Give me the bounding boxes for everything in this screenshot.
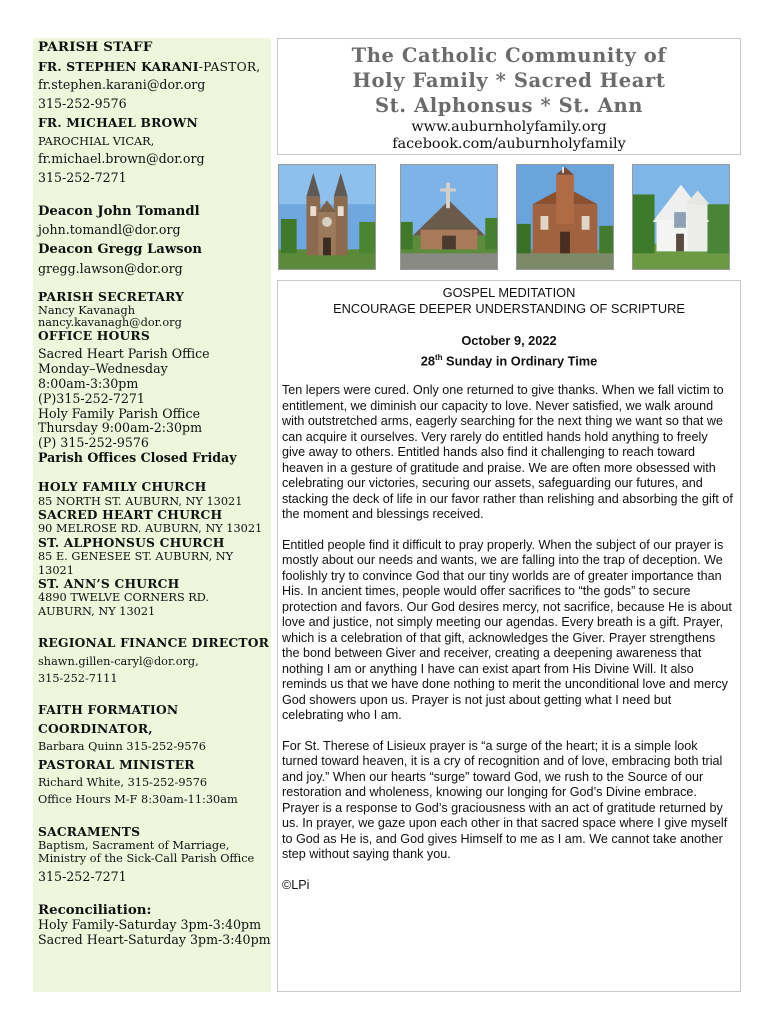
pastoral-person: Richard White, 315-252-9576 (38, 776, 208, 789)
pastoral-heading: PASTORAL MINISTER (38, 756, 195, 772)
deacon1-email[interactable]: john.tomandl@dor.org (38, 222, 181, 238)
vicar-phone: 315-252-7271 (38, 169, 127, 185)
article-heading-1: GOSPEL MEDITATION (442, 285, 576, 300)
office-line: Thursday 9:00am-2:30pm (38, 420, 203, 436)
finance-heading: REGIONAL FINANCE DIRECTOR (38, 635, 270, 651)
church-name: SACRED HEART CHURCH (38, 506, 223, 522)
office-line: (P) 315-252-9576 (38, 435, 149, 451)
church-white-gothic-photo (632, 164, 730, 270)
pastor-line (38, 60, 271, 75)
article-sunday (278, 350, 740, 369)
vicar-role: PAROCHIAL VICAR, (38, 134, 155, 148)
header-box (277, 38, 741, 155)
title-line-3: St. Alphonsus * St. Ann (374, 94, 644, 117)
pastor-role: -PASTOR, (198, 59, 261, 74)
sunday-number: 28 (420, 353, 435, 369)
reconciliation-heading: Reconciliation: (38, 901, 152, 918)
faith-heading-2: COORDINATOR, (38, 720, 153, 736)
pastor-phone: 315-252-9576 (38, 96, 127, 112)
vicar-name: FR. MICHAEL BROWN (38, 115, 198, 131)
faith-heading-1: FAITH FORMATION (38, 702, 179, 718)
office-hours-list (38, 347, 271, 466)
sacraments-line1: Baptism, Sacrament of Marriage, (38, 839, 230, 853)
reconciliation-line1: Holy Family-Saturday 3pm-3:40pm (38, 917, 262, 933)
article-paragraph: For St. Therese of Lisieux prayer is “a surge of the heart; it is a simple look turned toward heaven, it is a cry of recognition and of love, embracing both trial and joy.” When our hearts “surge” toward God, we rush to the Source of our restoration and wholeness, knowing our longing for God’s Divine embrace. Prayer is a response to God’s graciousness with an act of gratitude returned by us. In prayer, we gaze upon each other in that sacred space where I give myself to God as He is, and God gives Himself to me as I am. We cannot take another step without saying thank you. (282, 738, 728, 862)
office-line: Holy Family Parish Office (38, 405, 201, 421)
article-credit: ©LPi (282, 877, 310, 892)
pastor-name: FR. STEPHEN KARANI (38, 58, 199, 74)
sunday-suffix: th (434, 353, 443, 362)
article-date: October 9, 2022 (461, 333, 557, 348)
title-line-2: Holy Family * Sacred Heart (352, 69, 666, 92)
churches-list (38, 480, 271, 618)
facebook-link[interactable]: facebook.com/auburnholyfamily (392, 136, 626, 152)
sidebar (33, 38, 271, 992)
pastor-email[interactable]: fr.stephen.karani@dor.org (38, 77, 206, 93)
church-name: ST. ANN’S CHURCH (38, 575, 180, 591)
sacraments-line2: Ministry of the Sick-Call Parish Office (38, 852, 255, 866)
church-name: HOLY FAMILY CHURCH (38, 479, 207, 495)
parish-staff-heading: PARISH STAFF (38, 39, 153, 55)
secretary-email[interactable]: nancy.kavanagh@dor.org (38, 315, 182, 329)
sacraments-heading: SACRAMENTS (38, 823, 141, 839)
office-line: (P)315-252-7271 (38, 390, 145, 406)
reconciliation-line2: Sacred Heart-Saturday 3pm-3:40pm (38, 932, 271, 948)
office-hours-heading: OFFICE HOURS (38, 327, 150, 343)
gospel-meditation-article (277, 280, 741, 992)
website-link[interactable]: www.auburnholyfamily.org (411, 119, 607, 135)
church-address: 85 E. GENESEE ST. AUBURN, NY 13021 (38, 550, 234, 577)
sacraments-phone: 315-252-7271 (38, 868, 127, 884)
deacon1-name: Deacon John Tomandl (38, 203, 200, 219)
deacon2-name: Deacon Gregg Lawson (38, 242, 202, 258)
sunday-rest: Sunday in Ordinary Time (442, 353, 598, 369)
church-name: ST. ALPHONSUS CHURCH (38, 534, 225, 550)
title-line-1: The Catholic Community of (351, 44, 667, 67)
church-modern-roof-photo (400, 164, 498, 270)
secretary-heading: PARISH SECRETARY (38, 289, 185, 305)
office-line: 8:00am-3:30pm (38, 375, 139, 391)
finance-email[interactable]: shawn.gillen-caryl@dor.org, (38, 654, 199, 668)
church-twin-towers-photo (278, 164, 376, 270)
office-line: Sacred Heart Parish Office (38, 346, 210, 362)
church-photos (278, 164, 742, 272)
finance-phone: 315-252-7111 (38, 671, 118, 685)
church-address-line2: AUBURN, NY 13021 (38, 604, 156, 618)
article-paragraph: Entitled people find it difficult to pray properly. When the subject of our prayer is mostly about our needs and wants, we are falling into the trap of deception. We foolishly try to convince God that our tiny worlds are of greater importance than His. In ancient times, people would offer sacrifices to “the gods” to secure protection and favors. Our God desires mercy, not sacrifice, because He is about love and justice, not simply meeting our agendas. Every breath is a gift. Prayer, which is a celebration of that gift, acknowledges the Giver. Prayer strengthens the bond between Giver and receiver, creating a deepening awareness that nothing I am or anything I have can exist apart from His Divine Will. It also reminds us that we have done nothing to merit the unconditional love and mercy God showers upon us. Prayer is not just about getting what I need but celebrating who I am. (282, 537, 732, 723)
office-line: Monday–Wednesday (38, 361, 168, 377)
secretary-name: Nancy Kavanagh (38, 303, 136, 317)
church-address: 4890 TWELVE CORNERS RD. (38, 591, 210, 605)
church-address: 85 NORTH ST. AUBURN, NY 13021 (38, 494, 243, 508)
pastoral-hours: Office Hours M-F 8:30am-11:30am (38, 793, 238, 807)
article-heading-2: ENCOURAGE DEEPER UNDERSTANDING OF SCRIPTURE (333, 301, 685, 316)
vicar-email[interactable]: fr.michael.brown@dor.org (38, 150, 205, 166)
deacon2-email[interactable]: gregg.lawson@dor.org (38, 260, 183, 276)
church-brick-tower-photo (516, 164, 614, 270)
faith-person: Barbara Quinn 315-252-9576 (38, 740, 206, 754)
article-paragraph: Ten lepers were cured. Only one returned to give thanks. When we fall victim to entitlement, we diminish our capacity to love. Never satisfied, we walk around with outstretched arms, eagerly searching for the next thing we want so that we can acquire it ourselves. Very rarely do entitled hands hold anything to freely give away to others. Entitled hands also find it challenging to reach toward heaven in a gesture of gratitude and praise. We are often more obsessed with celebrating our victories, securing our assets, safeguarding our futures, and stacking the deck of life in our favor rather than relishing and absorbing the gift of the moment and blessings received. (282, 383, 733, 522)
church-address: 90 MELROSE RD. AUBURN, NY 13021 (38, 522, 263, 536)
closed-notice: Parish Offices Closed Friday (38, 450, 237, 466)
